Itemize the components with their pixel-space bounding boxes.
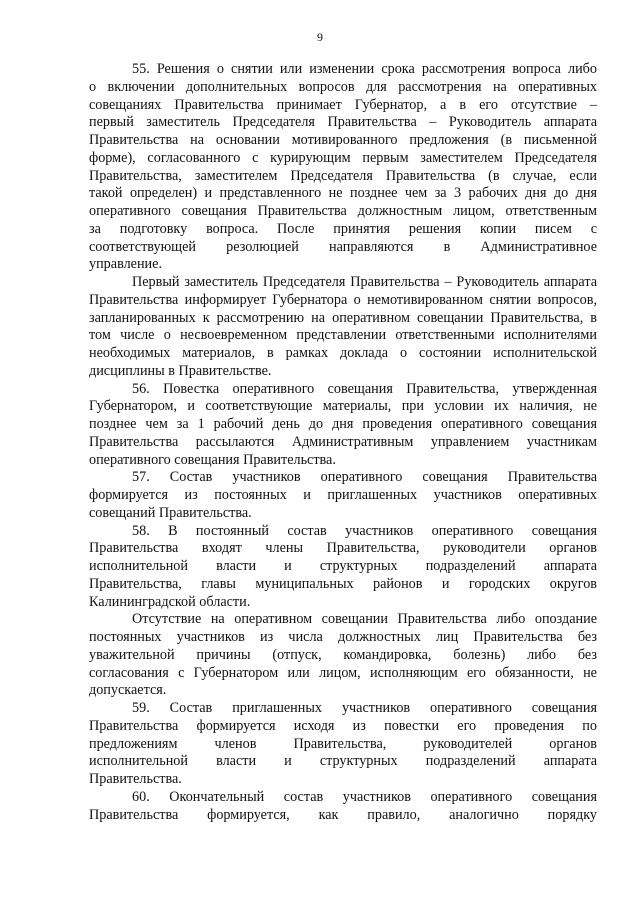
- text-line: Губернатором, и соответствующие материалы, при условии их наличия, не: [89, 398, 597, 415]
- text-line: соответствующей резолюцией направляются в Административное: [89, 238, 597, 255]
- text-line: Правительства информирует Губернатора о немотивированном снятии вопросов,: [89, 291, 597, 308]
- text-line: 56. Повестка оперативного совещания Правительства, утвержденная: [132, 380, 597, 397]
- text-line: предложениям членов Правительства, руководителей органов: [89, 735, 597, 752]
- text-line: форме), согласованного с курирующим первым заместителем Председателя: [89, 149, 597, 166]
- paragraph-p59: [89, 700, 597, 789]
- text-line: уважительной причины (отпуск, командировка, болезнь) либо без: [89, 646, 597, 663]
- paragraph-p56: [89, 381, 597, 470]
- text-line: исполнительной власти и структурных подразделений аппарата: [89, 753, 597, 770]
- text-line: 60. Окончательный состав участников оперативного совещания: [132, 788, 597, 805]
- text-line: 57. Состав участников оперативного совещания Правительства: [132, 469, 597, 486]
- text-line: дисциплины в Правительстве.: [89, 362, 272, 379]
- text-line: постоянных участников из числа должностных лиц Правительства без: [89, 629, 597, 645]
- paragraph-p58: [89, 523, 597, 612]
- text-line: согласования с Губернатором или лицом, исполняющим его обязанности, не: [89, 664, 597, 681]
- paragraph-p55-cont: [89, 274, 597, 381]
- text-line: Правительства, главы муниципальных районов и городских округов: [89, 575, 597, 592]
- text-line: позднее чем за 1 рабочий день до дня проведения оперативного совещания: [89, 416, 597, 432]
- text-line: Правительства входят члены Правительства, руководители органов: [89, 540, 597, 557]
- text-line: оперативного совещания Правительства.: [89, 451, 336, 468]
- text-line: за подготовку вопроса. После принятия решения копии писем с: [89, 220, 597, 237]
- text-line: о включении дополнительных вопросов для рассмотрения на оперативных: [89, 78, 597, 95]
- text-line: Правительства, заместителем Председателя Правительства (в случае, если: [89, 167, 597, 184]
- text-line: Правительства формируется, как правило, аналогично порядку: [89, 806, 597, 823]
- text-line: оперативного совещания Правительства должностным лицом, ответственным: [89, 203, 597, 219]
- text-line: Правительства формируется исходя из повестки его проведения по: [89, 717, 597, 734]
- text-line: том числе о несвоевременном представлении ответственными исполнителями: [89, 327, 597, 344]
- text-line: такой определен) и представленного не позднее чем за 3 рабочих дня до дня: [89, 185, 597, 202]
- text-line: исполнительной власти и структурных подразделений аппарата: [89, 558, 597, 574]
- text-line: 55. Решения о снятии или изменении срока рассмотрения вопроса либо: [132, 61, 597, 77]
- text-line: Первый заместитель Председателя Правительства – Руководитель аппарата: [132, 274, 597, 290]
- text-line: совещаниях Правительства принимает Губернатор, а в его отсутствие –: [89, 96, 597, 113]
- text-line: Отсутствие на оперативном совещании Правительства либо опоздание: [132, 611, 597, 628]
- text-line: управление.: [89, 256, 162, 273]
- paragraph-p60: [89, 789, 597, 825]
- text-line: необходимых материалов, в рамках доклада о состоянии исполнительской: [89, 345, 597, 361]
- text-line: запланированных к рассмотрению на оперативном совещании Правительства, в: [89, 309, 597, 326]
- paragraph-p58-cont: [89, 611, 597, 700]
- text-line: Правительства.: [89, 771, 182, 787]
- text-line: допускается.: [89, 682, 167, 699]
- document-body: [89, 61, 597, 824]
- text-line: 59. Состав приглашенных участников оперативного совещания: [132, 700, 597, 716]
- text-line: Калининградской области.: [89, 593, 251, 610]
- text-line: Правительства на основании мотивированного предложения (в письменной: [89, 132, 597, 148]
- text-line: формируется из постоянных и приглашенных участников оперативных: [89, 487, 597, 503]
- text-line: первый заместитель Председателя Правительства – Руководитель аппарата: [89, 114, 597, 131]
- paragraph-p57: [89, 469, 597, 522]
- text-line: совещаний Правительства.: [89, 504, 252, 521]
- text-line: Правительства рассылаются Административным управлением участникам: [89, 433, 597, 450]
- text-line: 58. В постоянный состав участников оперативного совещания: [132, 522, 597, 539]
- page-number: 9: [317, 30, 323, 44]
- paragraph-p55: [89, 61, 597, 274]
